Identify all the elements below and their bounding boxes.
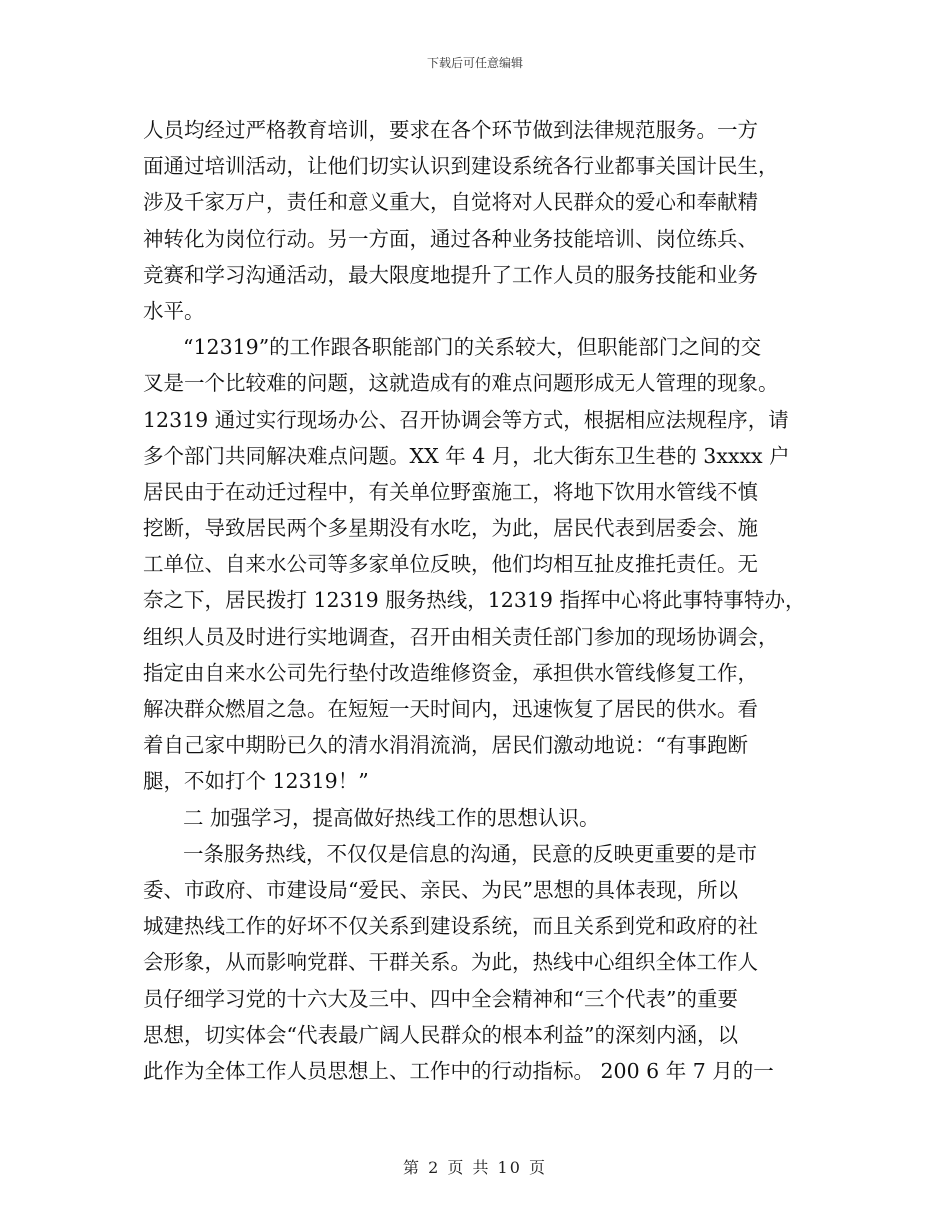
text-line: 思想，切实体会“代表最广阔人民群众的根本利益”的深刻内涵，以 bbox=[143, 1022, 738, 1047]
text-line: 竞赛和学习沟通活动，最大限度地提升了工作人员的服务技能和业务 bbox=[143, 262, 758, 287]
text-line: 解决群众燃眉之急。在短短一天时间内，迅速恢复了居民的供水。看 bbox=[143, 697, 758, 721]
text-line: 此作为全体工作人员思想上、工作中的行动指标。 200 6 年 7 月的一 bbox=[143, 1058, 774, 1083]
text-line: 12319 通过实行现场办公、召开协调会等方式，根据相应法规程序，请 bbox=[143, 407, 789, 432]
text-line: 员仔细学习党的十六大及三中、四中全会精神和“三个代表”的重要 bbox=[143, 986, 738, 1011]
text-line: 面通过培训活动，让他们切实认识到建设系统各行业都事关国计民生， bbox=[143, 154, 779, 179]
text-line: 指定由自来水公司先行垫付改造维修资金，承担供水管线修复工作， bbox=[143, 660, 758, 685]
page-number-footer: 第 2 页 共 10 页 bbox=[403, 1158, 547, 1177]
text-line: 人员均经过严格教育培训，要求在各个环节做到法律规范服务。一方 bbox=[143, 118, 758, 142]
text-line: 腿，不如打个 12319！” bbox=[143, 769, 369, 794]
text-line: 着自己家中期盼已久的清水涓涓流淌，居民们激动地说：“有事跑断 bbox=[143, 733, 748, 758]
text-line: 城建热线工作的好坏不仅关系到建设系统，而且关系到党和政府的社 bbox=[143, 914, 758, 939]
section-heading: 二 加强学习，提高做好热线工作的思想认识。 bbox=[183, 805, 600, 830]
paragraph-first-line: “12319”的工作跟各职能部门的关系较大，但职能部门之间的交 bbox=[183, 335, 762, 360]
text-line: 涉及千家万户，责任和意义重大，自觉将对人民群众的爱心和奉献精 bbox=[143, 190, 758, 215]
text-line: 组织人员及时进行实地调查，召开由相关责任部门参加的现场协调会， bbox=[143, 624, 779, 649]
text-line: 工单位、自来水公司等多家单位反映，他们均相互扯皮推托责任。无 bbox=[143, 552, 758, 577]
text-line: 挖断，导致居民两个多星期没有水吃，为此，居民代表到居委会、施 bbox=[143, 516, 758, 541]
text-line: 神转化为岗位行动。另一方面，通过各种业务技能培训、岗位练兵、 bbox=[143, 226, 758, 251]
page-header: 下载后可任意编辑 bbox=[426, 56, 523, 70]
text-line: 水平。 bbox=[143, 298, 205, 323]
text-line: 多个部门共同解决难点问题。XX 年 4 月，北大街东卫生巷的 3xxxx 户 bbox=[143, 443, 790, 468]
text-line: 会形象，从而影响党群、干群关系。为此，热线中心组织全体工作人 bbox=[143, 950, 758, 975]
text-line: 居民由于在动迁过程中，有关单位野蛮施工，将地下饮用水管线不慎 bbox=[143, 479, 758, 504]
text-line: 叉是一个比较难的问题，这就造成有的难点问题形成无人管理的现象。 bbox=[143, 371, 779, 396]
document-body bbox=[143, 112, 813, 1089]
paragraph-first-line: 一条服务热线，不仅仅是信息的沟通，民意的反映更重要的是市 bbox=[183, 841, 757, 866]
text-line: 委、市政府、市建设局“爱民、亲民、为民”思想的具体表现，所以 bbox=[143, 877, 738, 902]
text-line: 奈之下，居民拨打 12319 服务热线，12319 指挥中心将此事特事特办， bbox=[143, 588, 806, 613]
